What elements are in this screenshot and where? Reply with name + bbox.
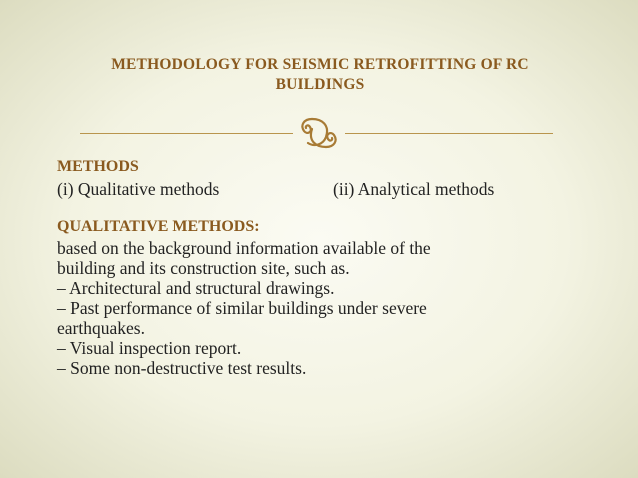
slide-title-line-2: BUILDINGS xyxy=(275,76,365,93)
body-line: – Visual inspection report. xyxy=(57,338,242,358)
body-line: – Architectural and structural drawings. xyxy=(57,278,335,298)
methods-list xyxy=(57,178,617,200)
body-line: building and its construction site, such as. xyxy=(57,258,350,278)
slide-body xyxy=(57,156,617,378)
body-line: earthquakes. xyxy=(57,318,145,338)
method-qualitative: (i) Qualitative methods xyxy=(57,179,220,199)
qualitative-heading: QUALITATIVE METHODS: xyxy=(57,218,260,235)
method-analytical: (ii) Analytical methods xyxy=(333,179,495,199)
ornament-icon xyxy=(296,113,342,153)
slide-title-line-1: METHODOLOGY FOR SEISMIC RETROFITTING OF RC xyxy=(111,56,529,73)
divider-left xyxy=(80,133,293,134)
body-line: – Some non-destructive test results. xyxy=(57,358,307,378)
divider-right xyxy=(345,133,553,134)
slide-title xyxy=(60,55,580,95)
body-line: – Past performance of similar buildings under severe xyxy=(57,298,427,318)
body-line: based on the background information available of the xyxy=(57,238,431,258)
methods-heading: METHODS xyxy=(57,158,139,175)
